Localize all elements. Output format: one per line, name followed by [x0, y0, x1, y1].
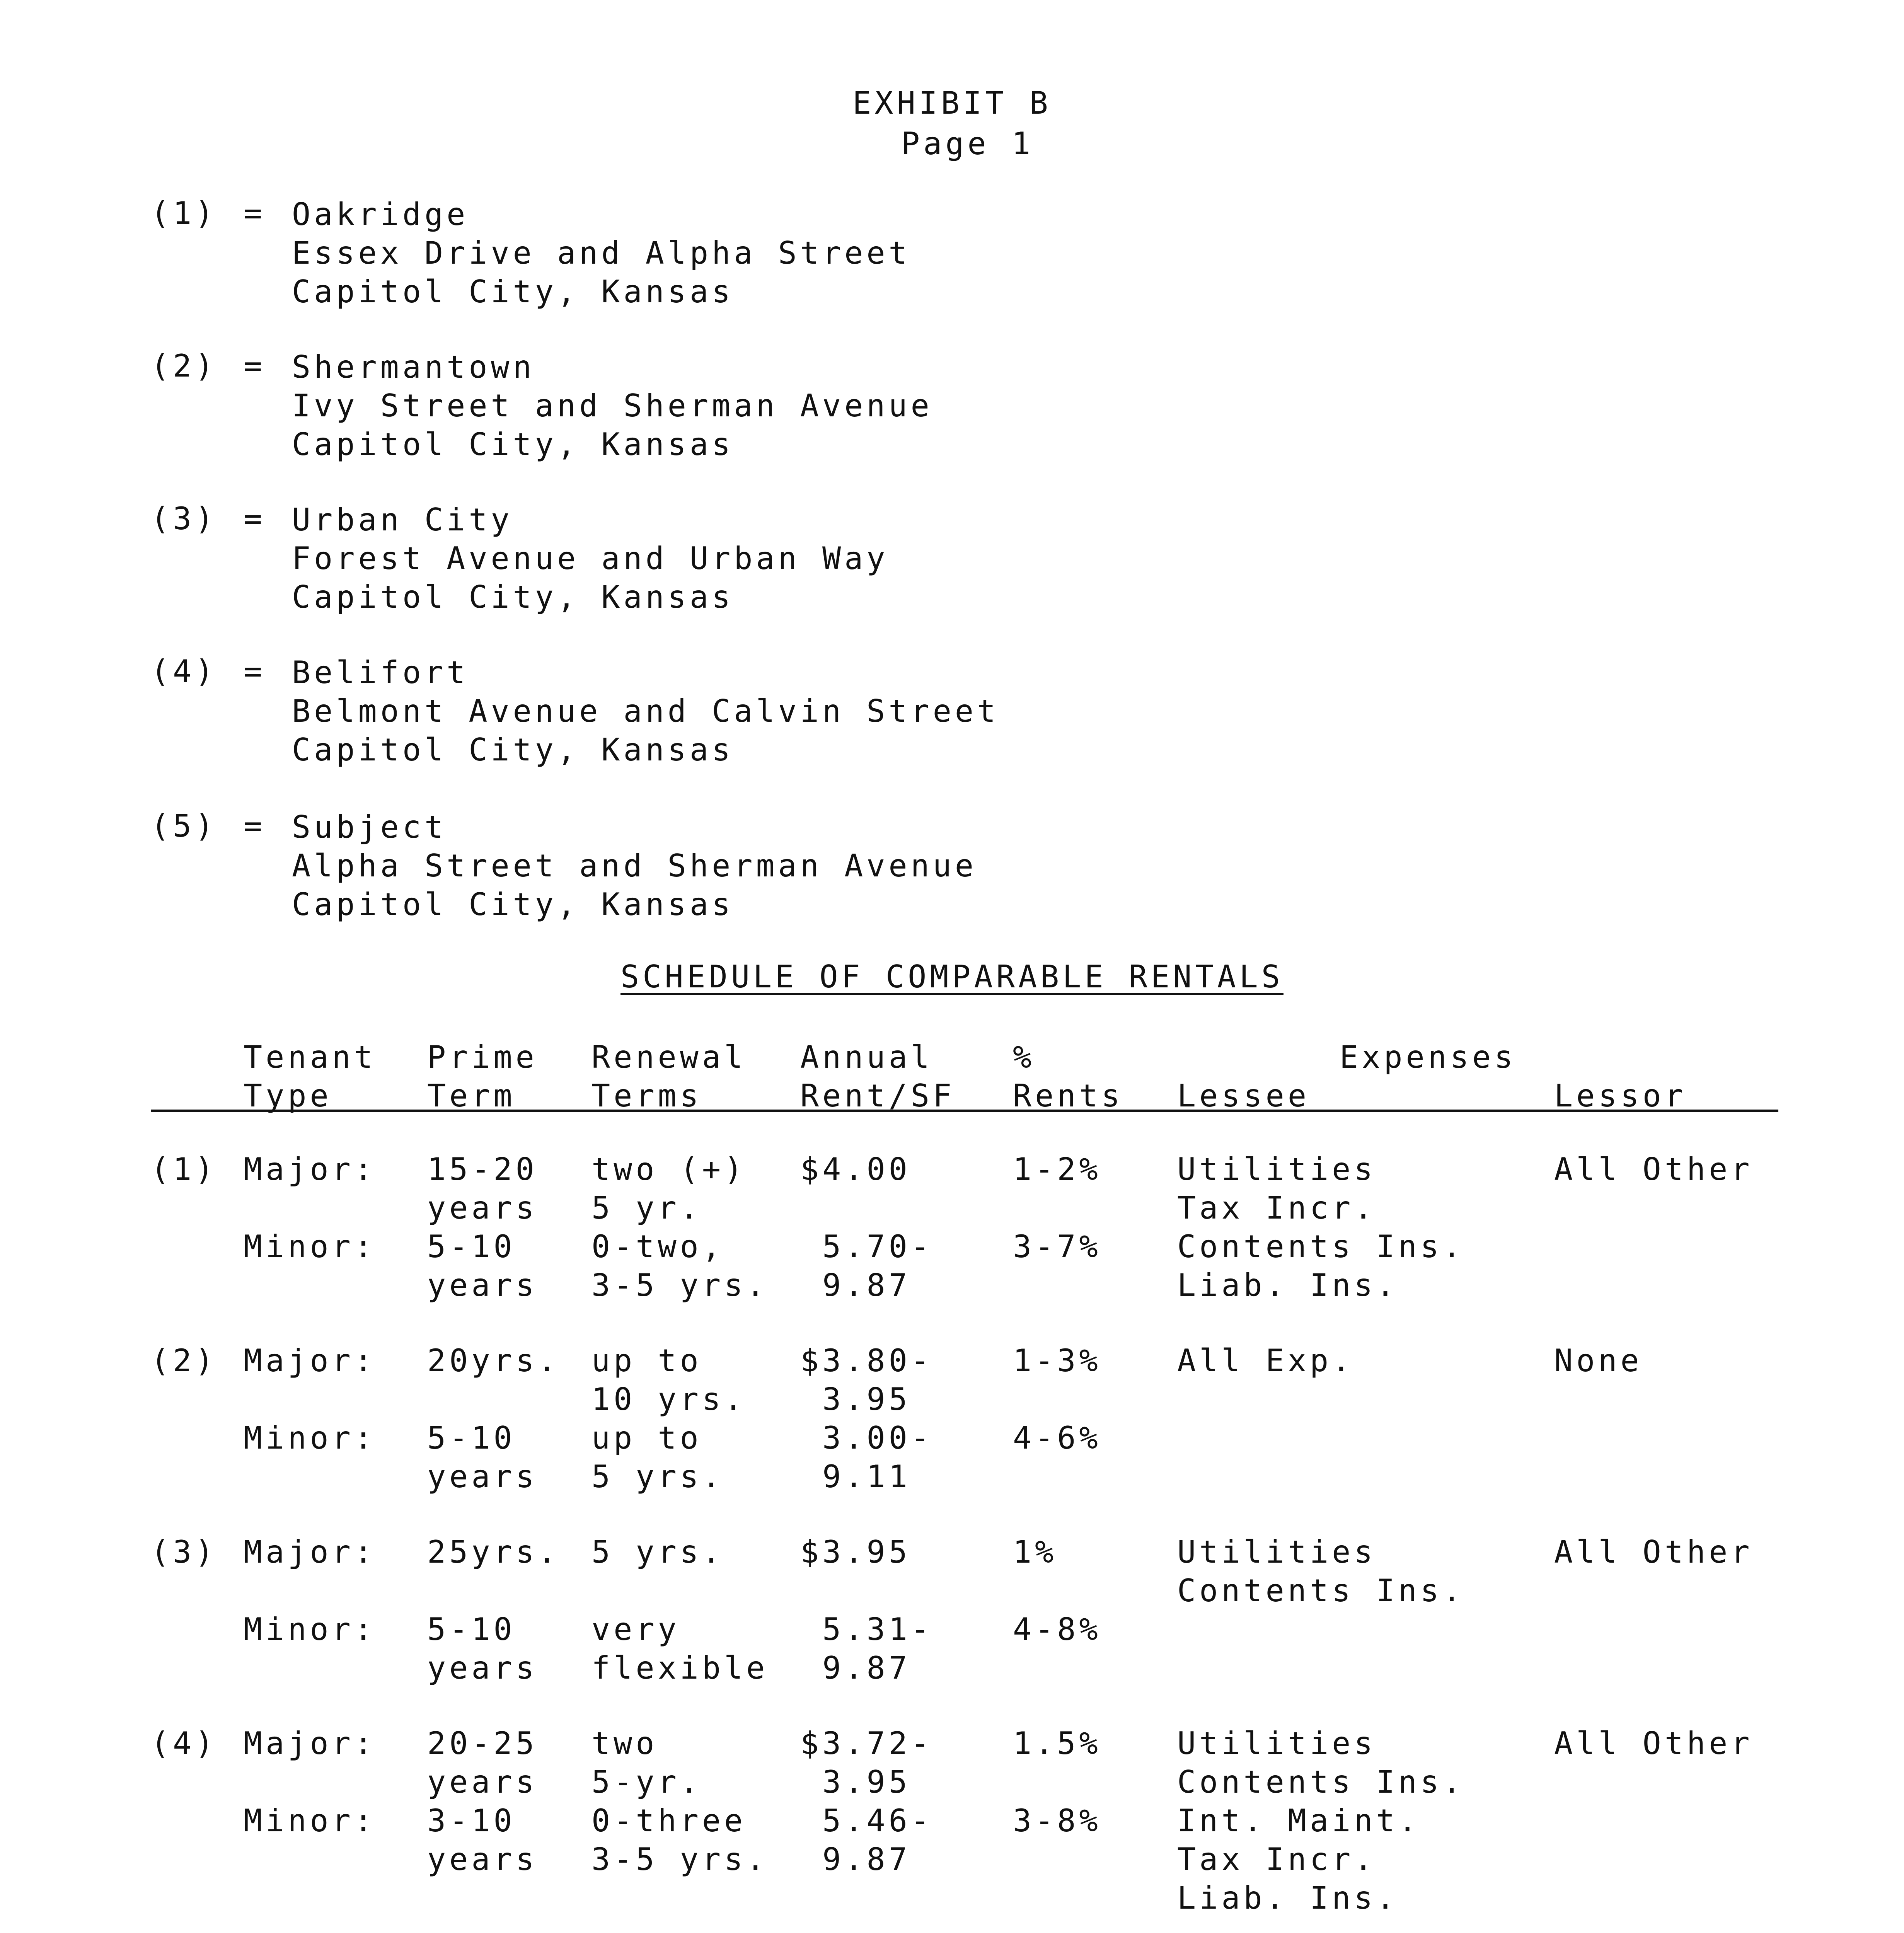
property-street: Alpha Street and Sherman Avenue — [292, 848, 977, 884]
header-renewal-1: Renewal — [591, 1039, 747, 1075]
prime-term-cell: 20yrs. 5-10 years — [427, 1343, 560, 1495]
equals-sign: = — [244, 501, 266, 537]
annual-rent-cell: $3.72- 3.95 5.46- 9.87 — [800, 1725, 933, 1877]
renewal-terms-cell: two 5-yr. 0-three 3-5 yrs. — [591, 1725, 769, 1877]
pct-rents-cell: 1% 4-8% — [1013, 1534, 1101, 1647]
row-number: (2) — [151, 1343, 217, 1379]
tenant-type-cell: Major: Minor: — [244, 1151, 376, 1265]
schedule-title: SCHEDULE OF COMPARABLE RENTALS — [620, 959, 1284, 995]
lessor-cell: All Other — [1554, 1725, 1753, 1761]
lessee-cell: Utilities Contents Ins. — [1177, 1534, 1465, 1609]
prime-term-cell: 15-20 years 5-10 years — [427, 1151, 538, 1303]
property-city: Capitol City, Kansas — [292, 426, 734, 462]
lessor-cell: All Other — [1554, 1151, 1753, 1187]
renewal-terms-cell: up to 10 yrs. up to 5 yrs. — [591, 1343, 747, 1495]
pct-rents-cell: 1.5% 3-8% — [1013, 1725, 1101, 1839]
lessee-cell: All Exp. — [1177, 1343, 1354, 1379]
header-tenant-2: Type — [244, 1078, 332, 1114]
tenant-type-cell: Major: Minor: — [244, 1534, 376, 1647]
property-name: Urban City — [292, 502, 513, 538]
property-number: (2) — [151, 348, 217, 384]
equals-sign: = — [244, 195, 266, 231]
header-lessee: Lessee — [1177, 1078, 1310, 1114]
renewal-terms-cell: two (+) 5 yr. 0-two, 3-5 yrs. — [591, 1151, 769, 1303]
header-annual-1: Annual — [800, 1039, 933, 1075]
lessee-cell: Utilities Contents Ins. Int. Maint. Tax Incr. Liab. Ins. — [1177, 1725, 1465, 1916]
header-pct-1: % — [1013, 1039, 1035, 1075]
header-pct-2: Rents — [1013, 1078, 1123, 1114]
prime-term-cell: 25yrs. 5-10 years — [427, 1534, 560, 1686]
page-label: Page 1 — [901, 126, 1034, 162]
equals-sign: = — [244, 653, 266, 689]
property-number: (5) — [151, 808, 217, 844]
lessee-cell: Utilities Tax Incr. Contents Ins. Liab. Ins. — [1177, 1151, 1465, 1303]
header-lessor: Lessor — [1554, 1078, 1687, 1114]
lessor-cell: All Other — [1554, 1534, 1753, 1570]
row-number: (1) — [151, 1151, 217, 1187]
header-prime-1: Prime — [427, 1039, 538, 1075]
property-city: Capitol City, Kansas — [292, 732, 734, 768]
tenant-type-cell: Major: Minor: — [244, 1343, 376, 1456]
header-annual-2: Rent/SF — [800, 1078, 955, 1114]
property-name: Oakridge — [292, 196, 469, 232]
renewal-terms-cell: 5 yrs. very flexible — [591, 1534, 769, 1686]
equals-sign: = — [244, 348, 266, 384]
row-number: (3) — [151, 1534, 217, 1570]
property-number: (1) — [151, 195, 217, 231]
property-city: Capitol City, Kansas — [292, 886, 734, 922]
row-number: (4) — [151, 1725, 217, 1761]
annual-rent-cell: $4.00 5.70- 9.87 — [800, 1151, 933, 1303]
lessor-cell: None — [1554, 1343, 1643, 1379]
header-prime-2: Term — [427, 1078, 516, 1114]
tenant-type-cell: Major: Minor: — [244, 1725, 376, 1839]
header-expenses: Expenses — [1340, 1039, 1517, 1075]
property-number: (4) — [151, 653, 217, 689]
annual-rent-cell: $3.95 5.31- 9.87 — [800, 1534, 933, 1686]
property-name: Subject — [292, 809, 447, 845]
pct-rents-cell: 1-2% 3-7% — [1013, 1151, 1101, 1265]
property-name: Shermantown — [292, 349, 535, 385]
exhibit-title: EXHIBIT B — [852, 85, 1052, 121]
header-rule — [151, 1110, 1778, 1112]
property-number: (3) — [151, 501, 217, 537]
property-street: Forest Avenue and Urban Way — [292, 540, 889, 576]
header-renewal-2: Terms — [591, 1078, 702, 1114]
property-street: Ivy Street and Sherman Avenue — [292, 388, 933, 424]
pct-rents-cell: 1-3% 4-6% — [1013, 1343, 1101, 1456]
property-city: Capitol City, Kansas — [292, 579, 734, 615]
prime-term-cell: 20-25 years 3-10 years — [427, 1725, 538, 1877]
property-street: Essex Drive and Alpha Street — [292, 235, 911, 271]
annual-rent-cell: $3.80- 3.95 3.00- 9.11 — [800, 1343, 933, 1495]
header-tenant-1: Tenant — [244, 1039, 376, 1075]
equals-sign: = — [244, 808, 266, 844]
property-city: Capitol City, Kansas — [292, 274, 734, 310]
property-name: Belifort — [292, 655, 469, 690]
property-street: Belmont Avenue and Calvin Street — [292, 693, 999, 729]
